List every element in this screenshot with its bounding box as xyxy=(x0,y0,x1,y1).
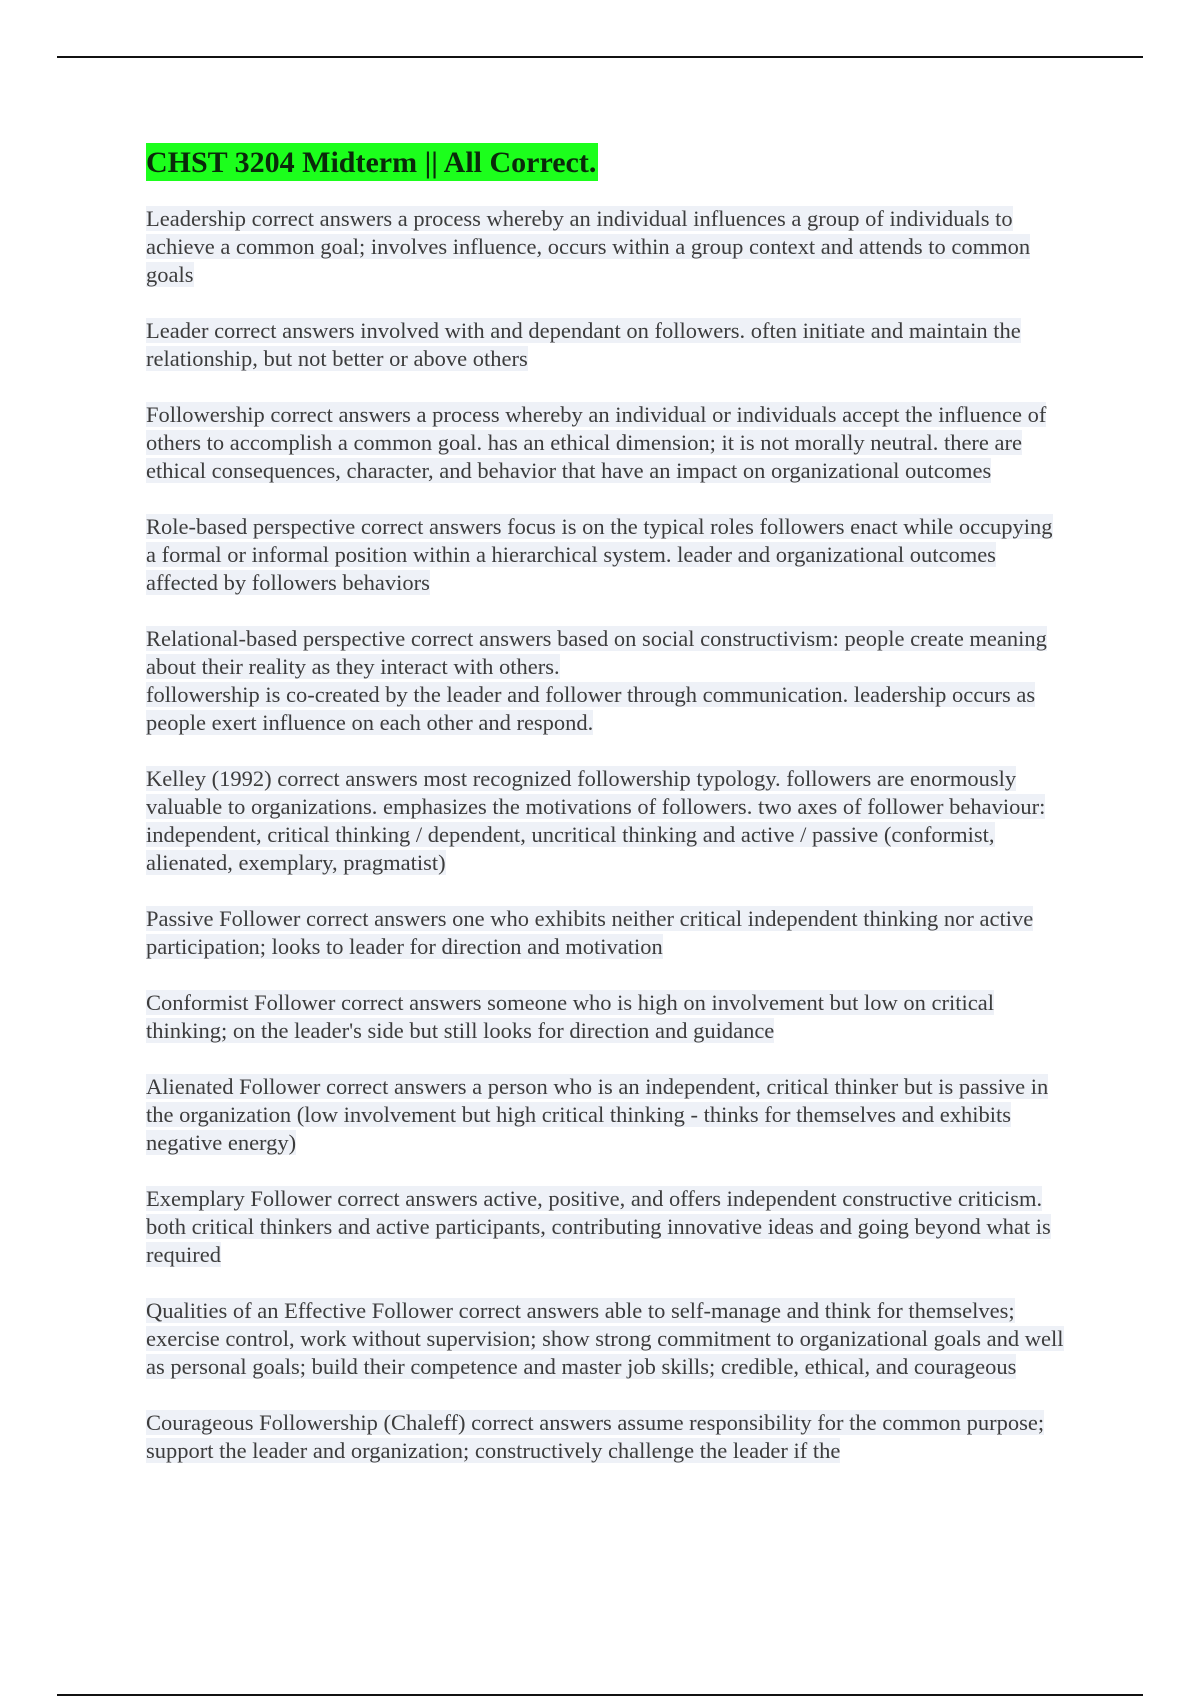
entry-text: Qualities of an Effective Follower correct answers able to self-manage and think for themselves; exercise control, work without supervision; show strong commitment to organizational goals and well as personal goals; build their competence and master job skills; credible, ethical, and courageous xyxy=(146,1298,1064,1379)
entry-leadership xyxy=(146,205,1066,289)
entry-alienated-follower xyxy=(146,1073,1066,1157)
entry-kelley-1992 xyxy=(146,765,1066,877)
entry-followership xyxy=(146,401,1066,485)
top-divider xyxy=(57,56,1143,58)
document-title: CHST 3204 Midterm || All Correct. xyxy=(146,143,598,181)
entry-courageous-followership xyxy=(146,1409,1066,1465)
entry-text: Courageous Followership (Chaleff) correct answers assume responsibility for the common purpose; support the leader and organization; constructively challenge the leader if the xyxy=(146,1410,1045,1463)
entry-role-based-perspective xyxy=(146,513,1066,597)
entry-conformist-follower xyxy=(146,989,1066,1045)
entry-text: Exemplary Follower correct answers active, positive, and offers independent constructive criticism. both critical thinkers and active participants, contributing innovative ideas and going beyond what is required xyxy=(146,1186,1051,1267)
entry-exemplary-follower xyxy=(146,1185,1066,1269)
entry-text: Conformist Follower correct answers someone who is high on involvement but low on critical thinking; on the leader's side but still looks for direction and guidance xyxy=(146,990,994,1043)
entry-text: Relational-based perspective correct answers based on social constructivism: people create meaning about their reality as they interact with others. xyxy=(146,626,1047,679)
document-body xyxy=(146,143,1066,1493)
entry-passive-follower xyxy=(146,905,1066,961)
entry-text: Role-based perspective correct answers focus is on the typical roles followers enact while occupying a formal or informal position within a hierarchical system. leader and organizational outcomes affected by followers behaviors xyxy=(146,514,1053,595)
entry-relational-based-perspective xyxy=(146,625,1066,737)
entry-text-continued: followership is co-created by the leader and follower through communication. leadership occurs as people exert influence on each other and respond. xyxy=(146,682,1036,735)
entry-text: Followership correct answers a process whereby an individual or individuals accept the influence of others to accomplish a common goal. has an ethical dimension; it is not morally neutral. there are ethical consequences, character, and behavior that have an impact on organizational outcomes xyxy=(146,402,1047,483)
entry-text: Leadership correct answers a process whereby an individual influences a group of individuals to achieve a common goal; involves influence, occurs within a group context and attends to common goals xyxy=(146,206,1031,287)
entry-text: Alienated Follower correct answers a person who is an independent, critical thinker but is passive in the organization (low involvement but high critical thinking - thinks for themselves and exhibits negative energy) xyxy=(146,1074,1049,1155)
entry-leader xyxy=(146,317,1066,373)
entry-text: Kelley (1992) correct answers most recognized followership typology. followers are enormously valuable to organizations. emphasizes the motivations of followers. two axes of follower behaviour: independent, critical thinking / dependent, uncritical thinking and active / passive (conformist, alienated, exemplary, pragmatist) xyxy=(146,766,1046,875)
entry-qualities-effective-follower xyxy=(146,1297,1066,1381)
bottom-divider xyxy=(57,1694,1143,1696)
entry-text: Leader correct answers involved with and dependant on followers. often initiate and maintain the relationship, but not better or above others xyxy=(146,318,1021,371)
entry-text: Passive Follower correct answers one who exhibits neither critical independent thinking nor active participation; looks to leader for direction and motivation xyxy=(146,906,1034,959)
